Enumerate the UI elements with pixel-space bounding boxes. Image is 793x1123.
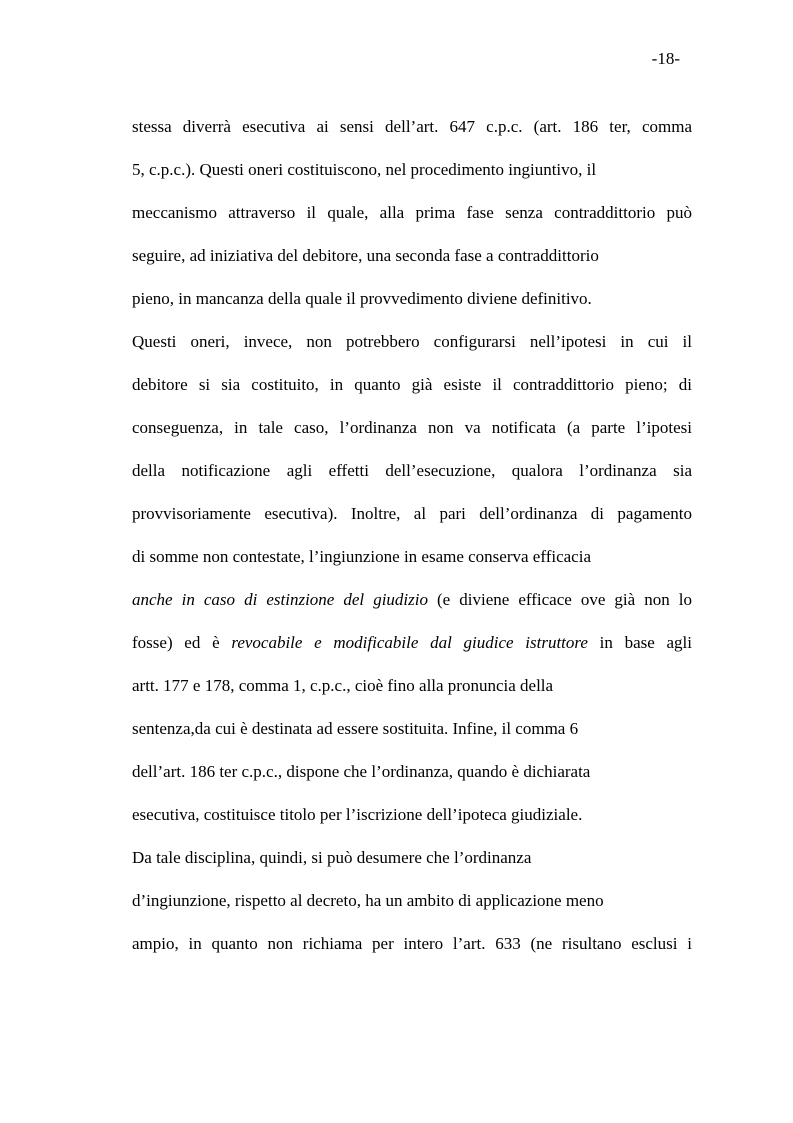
text-line bbox=[132, 500, 692, 543]
text-line bbox=[132, 672, 692, 715]
text-segment: della notificazione agli effetti dell’esecuzione, qualora l’ordinanza sia bbox=[132, 461, 692, 480]
text-line bbox=[132, 242, 692, 285]
text-line bbox=[132, 457, 692, 500]
text-line bbox=[132, 371, 692, 414]
text-line bbox=[132, 887, 692, 930]
text-segment: stessa diverrà esecutiva ai sensi dell’art. 647 c.p.c. (art. 186 ter, comma bbox=[132, 117, 692, 136]
text-segment: di somme non contestate, l’ingiunzione in esame conserva efficacia bbox=[132, 547, 591, 566]
text-line bbox=[132, 199, 692, 242]
body-text bbox=[132, 113, 692, 973]
text-line bbox=[132, 543, 692, 586]
text-segment: Questi oneri, invece, non potrebbero configurarsi nell’ipotesi in cui il bbox=[132, 332, 692, 351]
italic-text-segment: anche in caso di estinzione del giudizio bbox=[132, 590, 428, 609]
italic-text-segment: revocabile e modificabile dal giudice istruttore bbox=[231, 633, 588, 652]
text-line bbox=[132, 844, 692, 887]
text-line bbox=[132, 414, 692, 457]
text-line bbox=[132, 758, 692, 801]
text-segment: seguire, ad iniziativa del debitore, una seconda fase a contraddittorio bbox=[132, 246, 599, 265]
text-segment: esecutiva, costituisce titolo per l’iscrizione dell’ipoteca giudiziale. bbox=[132, 805, 583, 824]
text-segment: dell’art. 186 ter c.p.c., dispone che l’ordinanza, quando è dichiarata bbox=[132, 762, 591, 781]
text-segment: sentenza,da cui è destinata ad essere sostituita. Infine, il comma 6 bbox=[132, 719, 579, 738]
text-line bbox=[132, 801, 692, 844]
text-line bbox=[132, 328, 692, 371]
text-line bbox=[132, 156, 692, 199]
text-segment: provvisoriamente esecutiva). Inoltre, al pari dell’ordinanza di pagamento bbox=[132, 504, 692, 523]
text-segment: conseguenza, in tale caso, l’ordinanza non va notificata (a parte l’ipotesi bbox=[132, 418, 692, 437]
page-number: -18- bbox=[651, 49, 680, 68]
text-segment: pieno, in mancanza della quale il provvedimento diviene definitivo. bbox=[132, 289, 592, 308]
text-segment: meccanismo attraverso il quale, alla prima fase senza contraddittorio può bbox=[132, 203, 692, 222]
text-line bbox=[132, 629, 692, 672]
text-line bbox=[132, 586, 692, 629]
text-segment: (e diviene efficace ove già non lo bbox=[427, 590, 692, 609]
text-segment: fosse) ed è bbox=[132, 633, 232, 652]
text-segment: d’ingiunzione, rispetto al decreto, ha un ambito di applicazione meno bbox=[132, 891, 604, 910]
text-segment: in base agli bbox=[587, 633, 692, 652]
text-segment: debitore si sia costituito, in quanto già esiste il contraddittorio pieno; di bbox=[132, 375, 692, 394]
text-segment: 5, c.p.c.). Questi oneri costituiscono, nel procedimento ingiuntivo, il bbox=[132, 160, 597, 179]
text-line bbox=[132, 715, 692, 758]
text-line bbox=[132, 930, 692, 973]
text-line bbox=[132, 113, 692, 156]
text-segment: Da tale disciplina, quindi, si può desumere che l’ordinanza bbox=[132, 848, 532, 867]
text-segment: ampio, in quanto non richiama per intero l’art. 633 (ne risultano esclusi i bbox=[132, 934, 692, 953]
text-segment: artt. 177 e 178, comma 1, c.p.c., cioè fino alla pronuncia della bbox=[132, 676, 554, 695]
text-line bbox=[132, 285, 692, 328]
